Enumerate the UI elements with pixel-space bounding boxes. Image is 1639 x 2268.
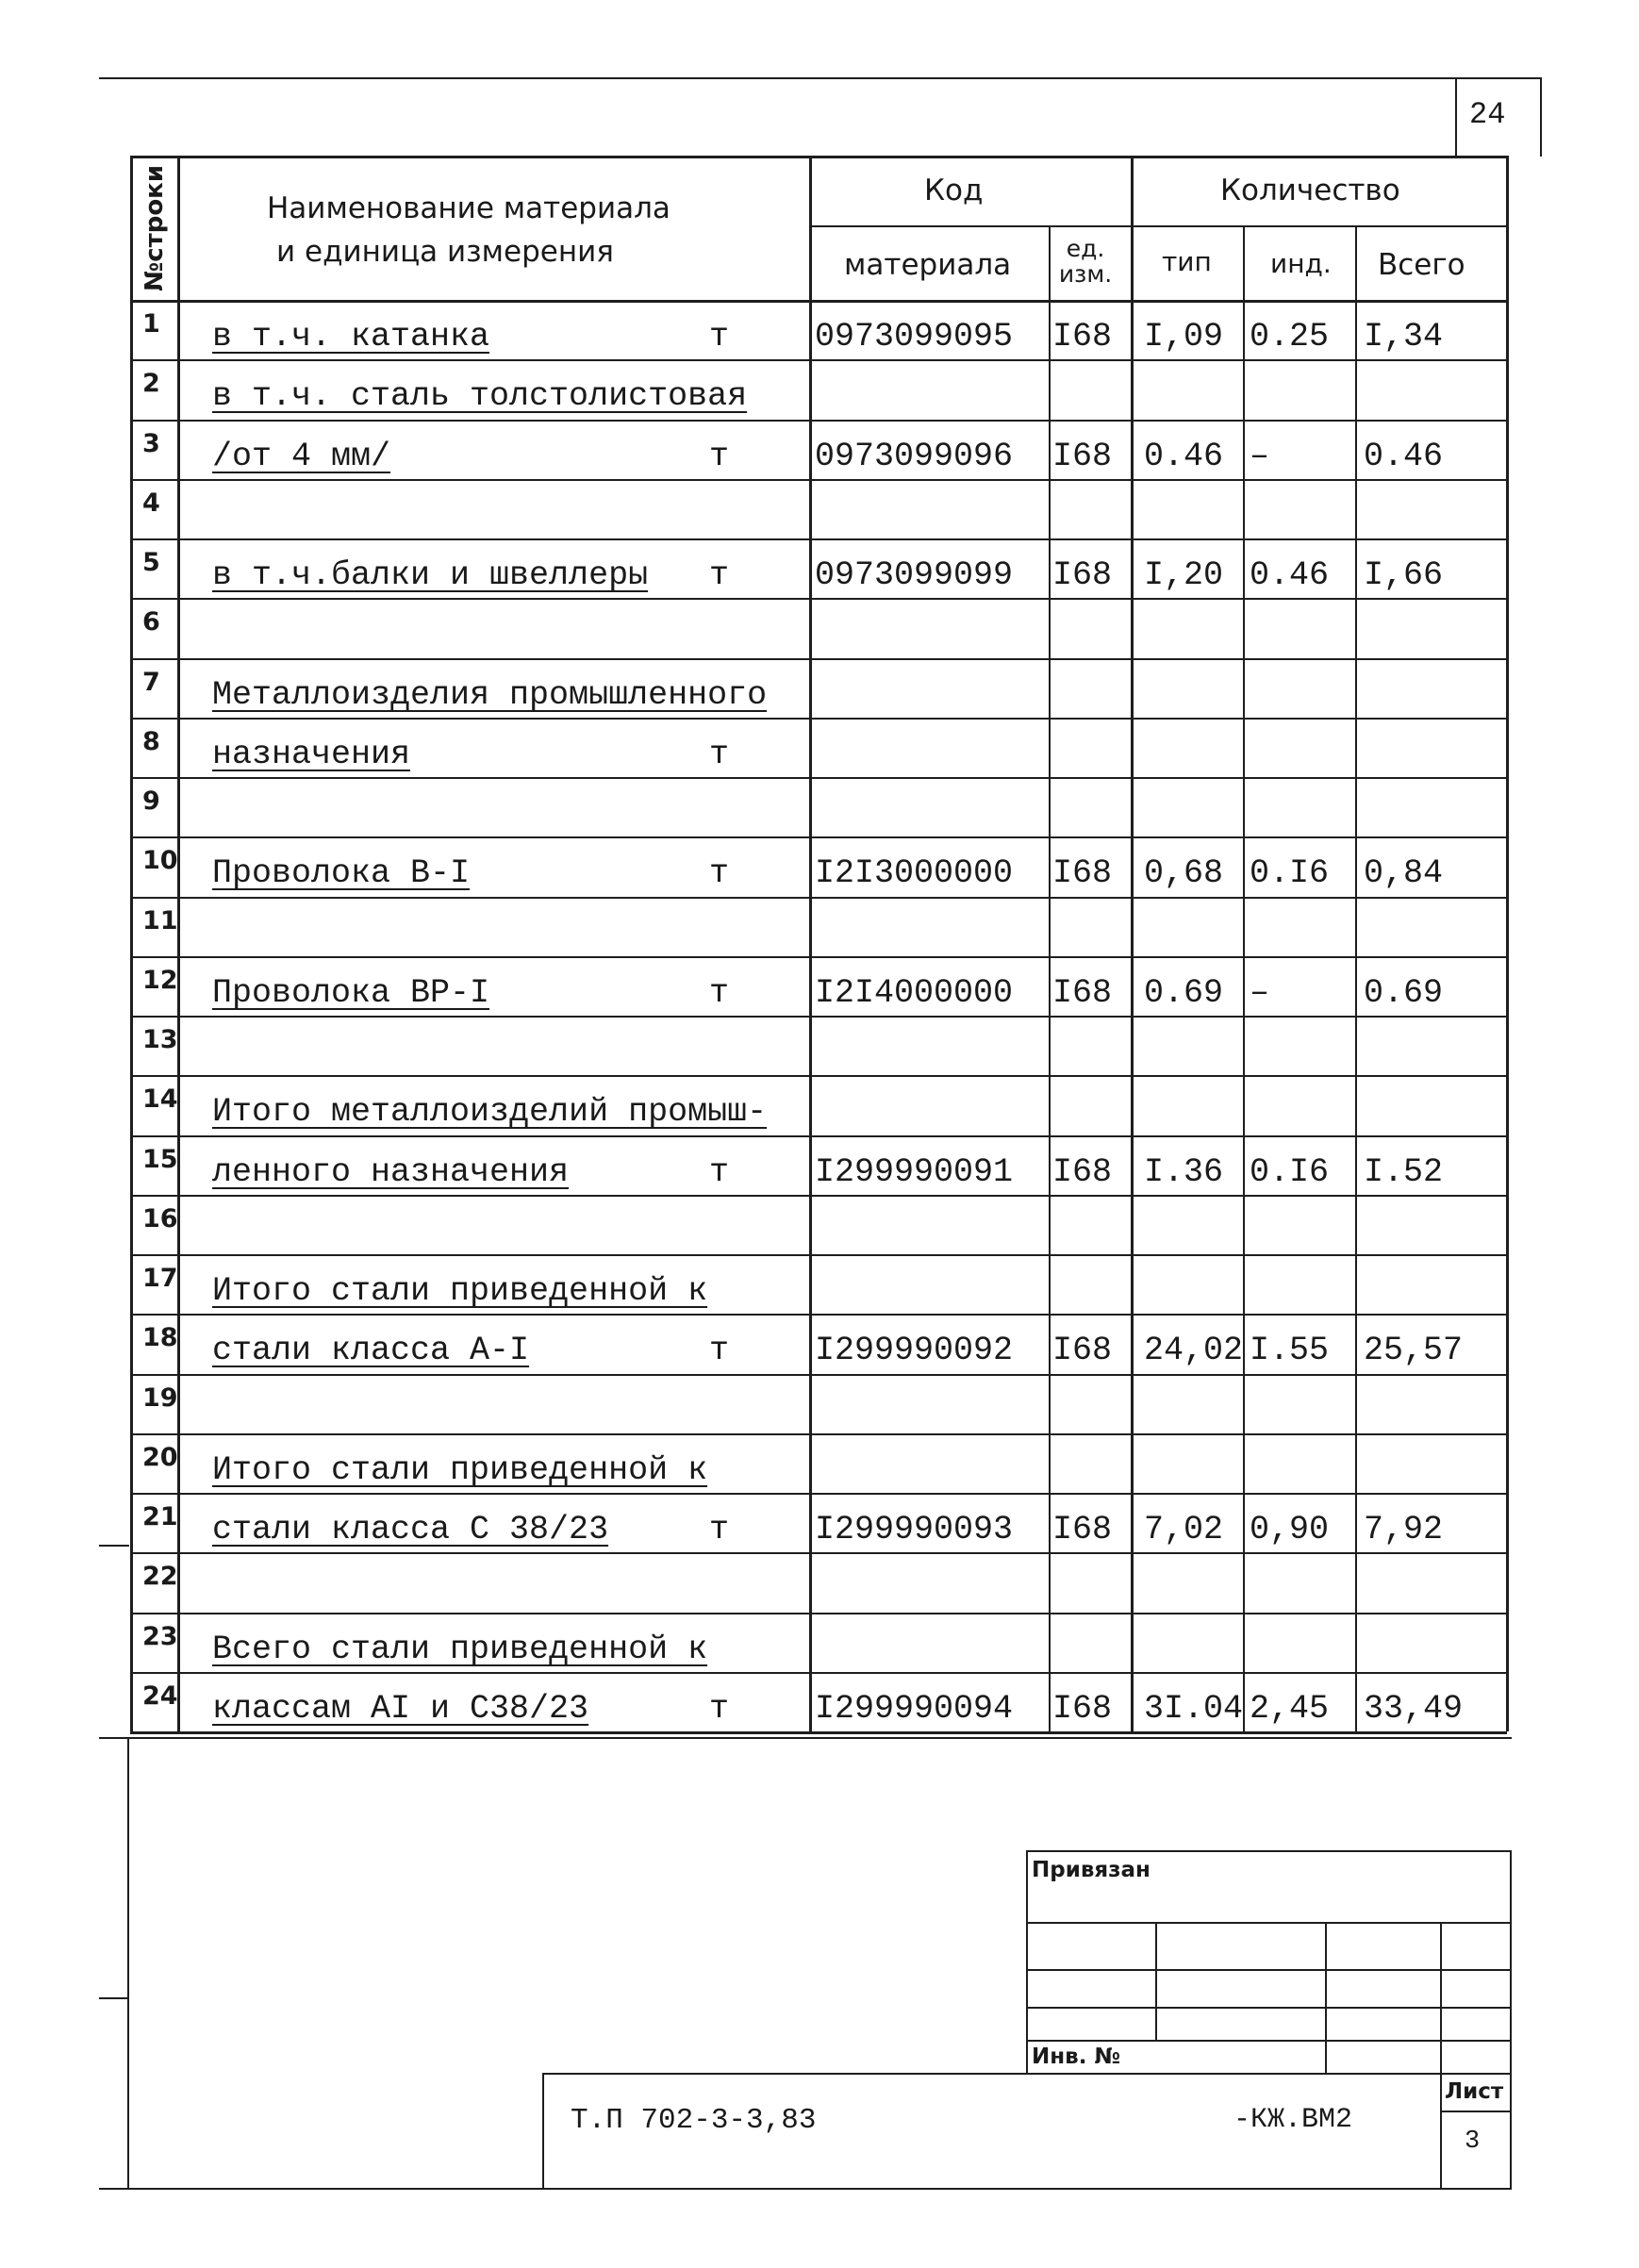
binding-tick-upper	[99, 1545, 129, 1547]
row-line-20	[130, 1493, 1507, 1495]
qty-total: 0.46	[1364, 438, 1444, 475]
unit-code: I68	[1052, 1511, 1113, 1548]
row-line-15	[130, 1195, 1507, 1197]
row-number: 19	[142, 1383, 178, 1413]
row-number: 6	[142, 607, 160, 637]
document-mark: -КЖ.ВМ2	[1233, 2104, 1353, 2136]
qty-ind: –	[1250, 438, 1270, 475]
unit-code: I68	[1052, 1153, 1113, 1191]
name-header-line2: и единица измерения	[276, 235, 614, 269]
row-number: 12	[142, 966, 178, 995]
row-number: 13	[142, 1025, 178, 1054]
qty-total: 33,49	[1364, 1690, 1464, 1728]
qty-ind: 0.46	[1250, 556, 1330, 594]
material-unit: т	[709, 318, 730, 356]
qty-type: 24,02	[1144, 1332, 1244, 1369]
row-number: 20	[142, 1443, 178, 1472]
material-code: 0973099099	[815, 556, 1014, 594]
unit-code: I68	[1052, 1690, 1113, 1728]
material-unit: т	[709, 556, 730, 594]
row-line-17	[130, 1314, 1507, 1316]
unit-code: I68	[1052, 1332, 1113, 1369]
row-number: 7	[142, 668, 160, 697]
material-name: стали класса А-I	[212, 1332, 530, 1369]
qty-total: I.52	[1364, 1153, 1444, 1191]
material-unit: т	[709, 1153, 730, 1191]
footer-top-line	[99, 1737, 1512, 1739]
qty-total: 25,57	[1364, 1332, 1464, 1369]
material-name: Итого стали приведенной к	[212, 1272, 708, 1310]
row-line-18	[130, 1374, 1507, 1376]
document-code: Т.П 702-3-3,83	[571, 2104, 817, 2137]
material-name: назначения	[212, 736, 411, 773]
table-left-border	[130, 156, 133, 1731]
type-ind-col-line	[1243, 225, 1245, 1731]
row-line-22	[130, 1613, 1507, 1614]
row-number: 17	[142, 1264, 178, 1293]
row-line-1	[130, 359, 1507, 361]
qty-total: I,66	[1364, 556, 1444, 594]
row-number: 14	[142, 1084, 178, 1114]
name-header-line1: Наименование материала	[267, 191, 670, 225]
row-number: 23	[142, 1622, 178, 1651]
qty-type: I,09	[1144, 318, 1224, 356]
code-header: Код	[924, 174, 984, 207]
material-unit: т	[709, 974, 730, 1012]
row-number: 1	[142, 309, 160, 339]
qty-ind: 0.I6	[1250, 854, 1330, 892]
row-line-8	[130, 777, 1507, 779]
header-subdivider	[809, 225, 1507, 227]
code-material-header: материала	[844, 248, 1012, 282]
material-name: в т.ч. катанка	[212, 318, 490, 356]
sheet-number: 24	[1469, 97, 1506, 132]
material-unit: т	[709, 736, 730, 773]
material-unit: т	[709, 854, 730, 892]
stamp-row-line-3	[1026, 2007, 1511, 2009]
title-block-left-border	[542, 2073, 544, 2190]
row-line-21	[130, 1552, 1507, 1554]
list-label: Лист	[1445, 2079, 1504, 2104]
row-line-23	[130, 1672, 1507, 1674]
footer-bottom-line	[99, 2188, 1512, 2190]
list-value: 3	[1465, 2127, 1481, 2156]
unit-qty-col-line	[1131, 156, 1134, 1731]
title-block-top-line	[542, 2073, 1511, 2075]
qty-total: 0,84	[1364, 854, 1444, 892]
stamp-col-line-2	[1325, 1922, 1327, 2075]
code-col-line	[809, 156, 812, 1731]
material-code: 0973099095	[815, 318, 1014, 356]
material-unit: т	[709, 438, 730, 475]
row-number: 4	[142, 488, 160, 518]
row-number: 3	[142, 429, 160, 458]
material-name: /от 4 мм/	[212, 438, 391, 475]
list-box-left-border	[1440, 2073, 1442, 2190]
stamp-row-line-4	[1026, 2040, 1511, 2042]
row-line-11	[130, 956, 1507, 958]
qty-ind: 0,90	[1250, 1511, 1330, 1548]
stamp-col-line-3	[1440, 1922, 1442, 2075]
qty-total-header: Всего	[1378, 248, 1465, 282]
qty-total: I,34	[1364, 318, 1444, 356]
qty-type: 3I.04	[1144, 1690, 1244, 1728]
material-name: в т.ч. сталь толстолистовая	[212, 377, 748, 415]
stamp-top-line	[1026, 1850, 1511, 1852]
qty-total: 0.69	[1364, 974, 1444, 1012]
row-line-4	[130, 538, 1507, 540]
material-name: Всего стали приведенной к	[212, 1631, 708, 1668]
row-number: 2	[142, 369, 160, 398]
row-line-19	[130, 1433, 1507, 1435]
unit-code: I68	[1052, 556, 1113, 594]
row-line-12	[130, 1016, 1507, 1018]
material-code: I2I4000000	[815, 974, 1014, 1012]
material-code: I299990093	[815, 1511, 1014, 1548]
material-code: I2I3000000	[815, 854, 1014, 892]
row-number: 15	[142, 1145, 178, 1174]
row-number: 21	[142, 1502, 178, 1531]
qty-type: I.36	[1144, 1153, 1224, 1191]
unit-code: I68	[1052, 974, 1113, 1012]
binding-tick	[99, 1997, 129, 1999]
row-line-13	[130, 1075, 1507, 1077]
material-name: в т.ч.балки и швеллеры	[212, 556, 649, 594]
material-name: ленного назначения	[212, 1153, 570, 1191]
unit-code: I68	[1052, 438, 1113, 475]
row-line-16	[130, 1254, 1507, 1256]
row-number: 11	[142, 906, 178, 935]
unit-code: I68	[1052, 318, 1113, 356]
row-number: 9	[142, 786, 160, 816]
row-line-10	[130, 897, 1507, 899]
material-name: Проволока ВР-I	[212, 974, 490, 1012]
row-number: 8	[142, 727, 160, 756]
row-line-7	[130, 718, 1507, 720]
stamp-col-line-1	[1155, 1922, 1157, 2040]
material-name: Итого стали приведенной к	[212, 1451, 708, 1489]
row-line-14	[130, 1135, 1507, 1137]
table-top-border	[130, 156, 1507, 158]
row-number: 5	[142, 548, 160, 577]
sheet-number-box-right	[1540, 79, 1542, 157]
code-unit-header: ед. изм.	[1058, 235, 1113, 288]
qty-ind: 0.I6	[1250, 1153, 1330, 1191]
top-border-line	[99, 77, 1542, 79]
rownum-col-line	[177, 156, 180, 1731]
quantity-header: Количество	[1220, 174, 1400, 207]
qty-ind: I.55	[1250, 1332, 1330, 1369]
unit-code: I68	[1052, 854, 1113, 892]
material-name: стали класса С 38/23	[212, 1511, 609, 1548]
ind-total-col-line	[1355, 225, 1357, 1731]
row-line-9	[130, 836, 1507, 838]
row-number: 10	[142, 846, 178, 875]
row-number: 24	[142, 1681, 178, 1711]
qty-total: 7,92	[1364, 1511, 1444, 1548]
qty-ind: 0.25	[1250, 318, 1330, 356]
material-name: Металлоизделия промышленного	[212, 676, 768, 714]
qty-ind-header: инд.	[1270, 248, 1332, 279]
qty-ind: 2,45	[1250, 1690, 1330, 1728]
stamp-row-line-1	[1026, 1922, 1511, 1924]
row-line-6	[130, 658, 1507, 660]
material-unit: т	[709, 1511, 730, 1548]
stamp-row-line-2	[1026, 1969, 1511, 1971]
list-box-divider	[1440, 2111, 1511, 2112]
qty-type: 0.69	[1144, 974, 1224, 1012]
material-unit: т	[709, 1332, 730, 1369]
row-number: 22	[142, 1562, 178, 1591]
qty-type: 0,68	[1144, 854, 1224, 892]
material-unit: т	[709, 1690, 730, 1728]
inv-no-label: Инв. №	[1032, 2045, 1121, 2069]
material-name: классам АI и С38/23	[212, 1690, 589, 1728]
sheet-number-box-left	[1455, 79, 1457, 157]
privyazan-label: Привязан	[1032, 1858, 1151, 1882]
row-line-3	[130, 479, 1507, 481]
qty-type: 0.46	[1144, 438, 1224, 475]
qty-type-header: тип	[1162, 246, 1212, 277]
rownum-header: №строки	[141, 164, 170, 292]
material-code: 0973099096	[815, 438, 1014, 475]
row-line-5	[130, 598, 1507, 600]
material-name: Итого металлоизделий промыш-	[212, 1093, 768, 1131]
material-name: Проволока В-I	[212, 854, 471, 892]
footer-left-border	[127, 1737, 129, 2190]
qty-ind: –	[1250, 974, 1270, 1012]
material-code: I299990094	[815, 1690, 1014, 1728]
row-line-2	[130, 420, 1507, 422]
stamp-right-border	[1510, 1850, 1512, 2190]
row-line-24	[130, 1731, 1507, 1734]
header-bottom-border	[130, 300, 1507, 303]
material-code: I299990092	[815, 1332, 1014, 1369]
qty-type: I,20	[1144, 556, 1224, 594]
row-number: 16	[142, 1204, 178, 1233]
code-unit-col-line	[1049, 225, 1051, 1731]
material-code: I299990091	[815, 1153, 1014, 1191]
row-number: 18	[142, 1323, 178, 1352]
qty-type: 7,02	[1144, 1511, 1224, 1548]
table-right-border	[1506, 156, 1509, 1731]
